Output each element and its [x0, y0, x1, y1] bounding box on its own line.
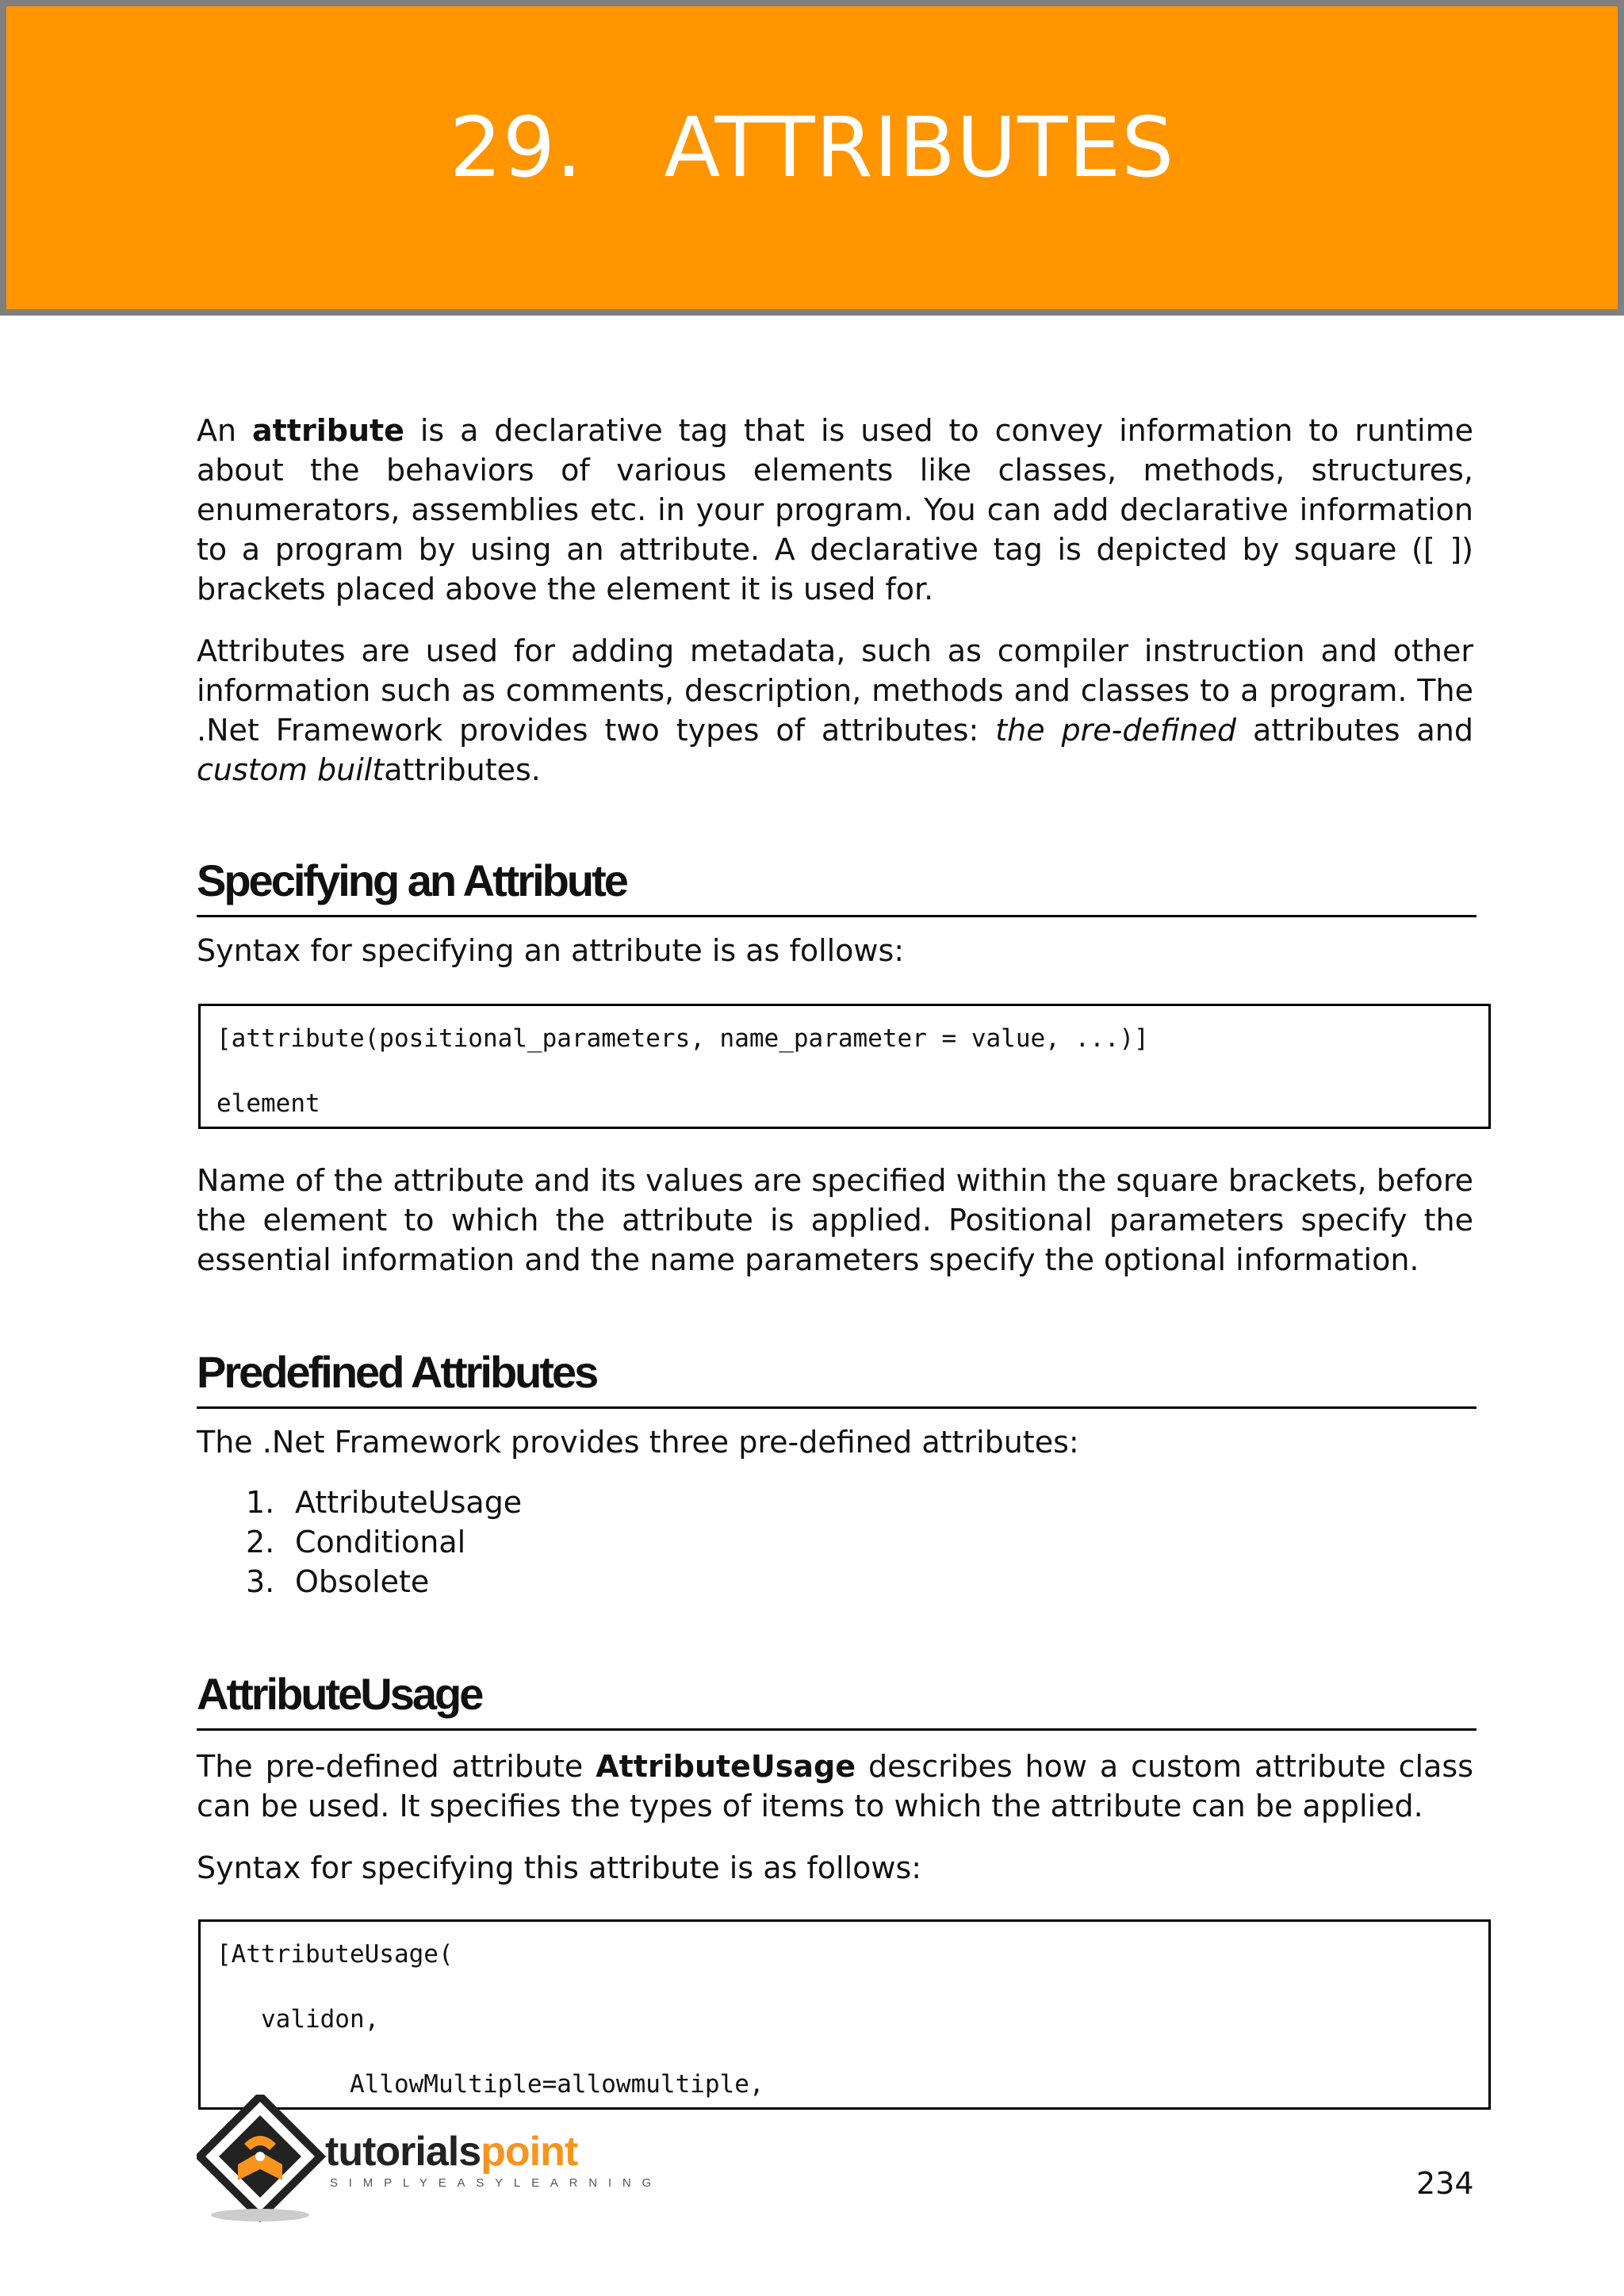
attributeusage-section: [197, 1747, 1473, 1888]
term-predefined: the pre-defined: [995, 713, 1237, 748]
code-line: validon,: [216, 2005, 380, 2034]
term-attributeusage: AttributeUsage: [596, 1749, 856, 1784]
tutorialspoint-logo: [197, 2095, 663, 2223]
code-block-attribute-syntax: [198, 1004, 1491, 1129]
intro-paragraph-1: An attribute is a declarative tag that is used to convey information to runtime about the behaviors of various elements like classes, methods, structures, enumerators, assemblies etc. in your program. You can add declarative information to a program by using an attribute. A declarative tag is depicted by square ([ ]) brackets placed above the element it is used for.: [197, 413, 1473, 607]
specifying-explanation: Name of the attribute and its values are specified within the square brackets, before the element to which the attribute is applied. Positional parameters specify the essential information and the name parameters specify the optional information.: [197, 1163, 1473, 1277]
intro-paragraph-2: Attributes are used for adding metadata, such as compiler instruction and other information such as comments, description, methods and classes to a program. The .Net Framework provides two types of attributes: the pre-defined attributes and custom builtattributes.: [197, 633, 1473, 787]
brand-wordmark: tutorialspoint: [325, 2129, 578, 2175]
section-heading-specifying: Specifying an Attribute: [197, 851, 1477, 917]
list-item: 2. Conditional: [246, 1525, 466, 1559]
intro-section: [197, 411, 1473, 790]
code-block-attributeusage-syntax: [198, 1919, 1491, 2110]
brand-tagline: SIMPLYEASYLEARNING: [330, 2176, 663, 2190]
section-heading-attributeusage: AttributeUsage: [197, 1665, 1477, 1731]
attributeusage-description: The pre-defined attribute AttributeUsage describes how a custom attribute class can be used. It specifies the types of items to which the attribute can be applied.: [197, 1749, 1473, 1823]
code-line: AllowMultiple=allowmultiple,: [216, 2070, 764, 2099]
logo-diamond-icon: [197, 2095, 331, 2223]
specifying-intro: Syntax for specifying an attribute is as follows:: [197, 933, 905, 968]
list-item: 1. AttributeUsage: [246, 1485, 523, 1520]
term-attribute: attribute: [252, 413, 404, 448]
chapter-name: ATTRIBUTES: [664, 99, 1175, 196]
attributeusage-syntax-intro: Syntax for specifying this attribute is as follows:: [197, 1850, 922, 1885]
specifying-intro-block: [197, 931, 1473, 970]
section-heading-predefined: Predefined Attributes: [197, 1343, 1477, 1409]
list-item: 3. Obsolete: [246, 1564, 430, 1599]
predefined-list: [246, 1483, 1473, 1601]
chapter-title: [6, 99, 1618, 196]
predefined-section: [197, 1422, 1473, 1601]
term-custom-built: custom built: [197, 752, 385, 787]
code-line: [attribute(positional_parameters, name_parameter = value, ...)]: [216, 1024, 1149, 1053]
specifying-explanation-block: [197, 1161, 1473, 1280]
predefined-intro: The .Net Framework provides three pre-defined attributes:: [197, 1425, 1079, 1460]
code-line: element: [216, 1089, 320, 1118]
page-number: 234: [1416, 2166, 1474, 2201]
chapter-number: 29.: [449, 99, 584, 196]
chapter-banner: [0, 0, 1624, 316]
code-line: [AttributeUsage(: [216, 1940, 454, 1969]
